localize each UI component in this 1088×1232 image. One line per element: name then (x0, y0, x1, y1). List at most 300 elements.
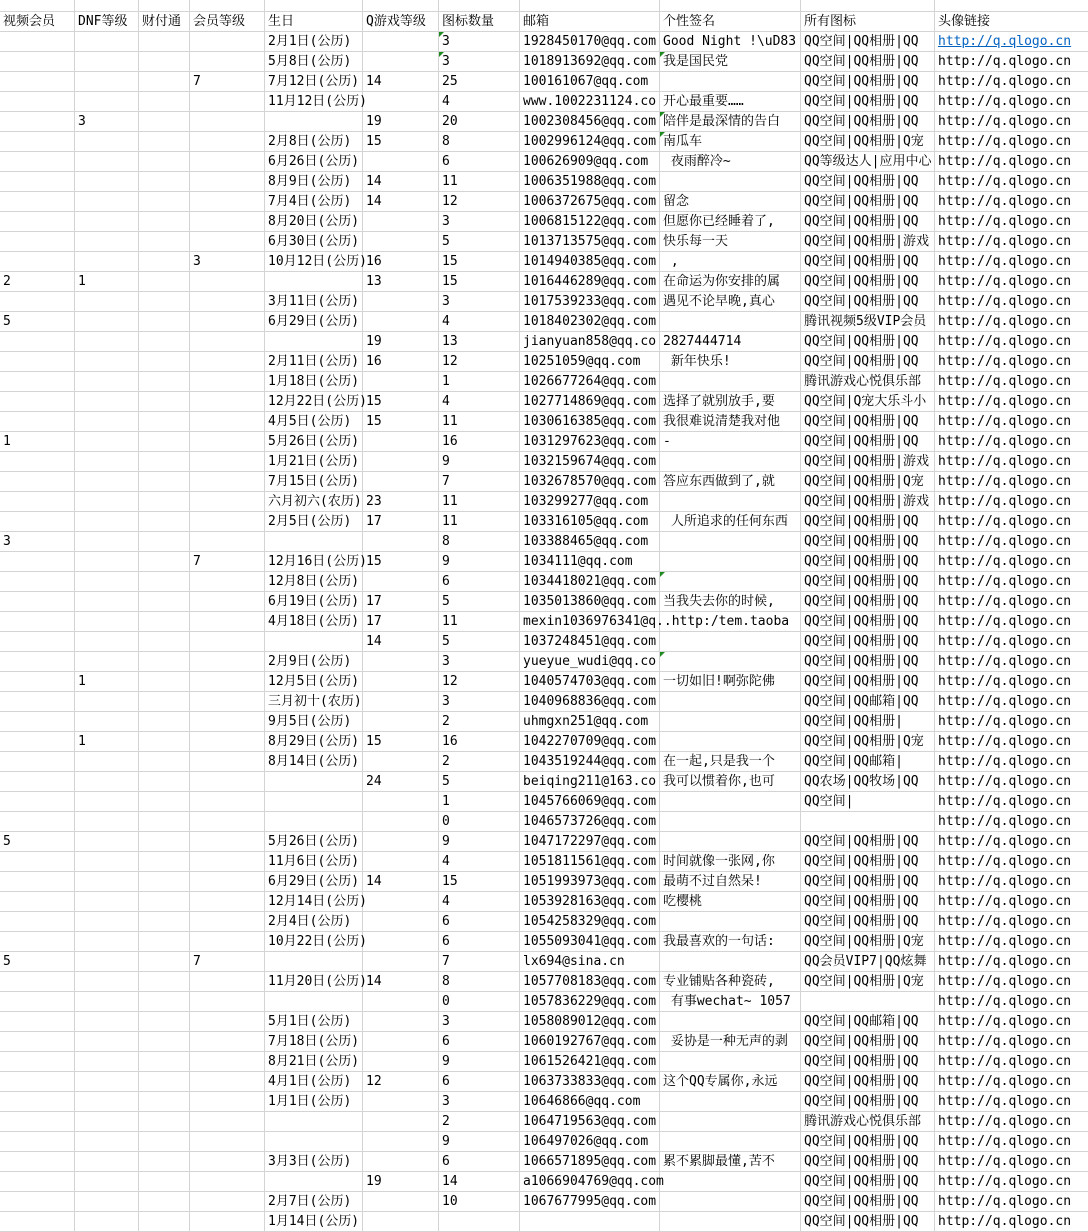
cell-dnf[interactable] (75, 752, 139, 772)
cell-vip[interactable]: 7 (190, 72, 265, 92)
cell-q[interactable]: 16 (363, 352, 439, 372)
cell-sig[interactable]: 留念 (660, 192, 801, 212)
cell-icons[interactable]: 腾讯游戏心悦俱乐部 (801, 1112, 935, 1132)
cell-cft[interactable] (139, 992, 190, 1012)
cell-vip[interactable] (190, 1032, 265, 1052)
cell-email[interactable]: 1066571895@qq.com (520, 1152, 660, 1172)
cell-n[interactable]: 11 (439, 492, 520, 512)
cell-email[interactable]: 1040968836@qq.com (520, 692, 660, 712)
cell-bday[interactable]: 10月22日(公历) (265, 932, 363, 952)
cell-vm[interactable] (0, 1172, 75, 1192)
cell-cft[interactable] (139, 452, 190, 472)
cell-avatar-link[interactable]: http://q.qlogo.cn (935, 892, 1088, 912)
cell-cft[interactable] (139, 1152, 190, 1172)
cell-q[interactable] (363, 652, 439, 672)
cell-vip[interactable] (190, 352, 265, 372)
cell-vm[interactable] (0, 1072, 75, 1092)
cell-n[interactable]: 6 (439, 152, 520, 172)
cell-vip[interactable] (190, 1012, 265, 1032)
cell-bday[interactable]: 4月1日(公历) (265, 1072, 363, 1092)
cell-bday[interactable]: 7月18日(公历) (265, 1032, 363, 1052)
cell-icons[interactable]: QQ空间|QQ相册|QQ (801, 52, 935, 72)
cell-vip[interactable] (190, 732, 265, 752)
cell-n[interactable]: 8 (439, 532, 520, 552)
cell-email[interactable]: 1018402302@qq.com (520, 312, 660, 332)
cell-vip[interactable] (190, 1092, 265, 1112)
cell-dnf[interactable] (75, 132, 139, 152)
cell-avatar-link[interactable]: http://q.qlogo.cn (935, 92, 1088, 112)
cell-dnf[interactable] (75, 512, 139, 532)
cell-q[interactable]: 14 (363, 172, 439, 192)
cell-sig[interactable] (660, 792, 801, 812)
cell-avatar-link[interactable]: http://q.qlogo.cn (935, 392, 1088, 412)
cell-sig[interactable]: 人所追求的任何东西 (660, 512, 801, 532)
column-header-q[interactable]: Q游戏等级 (363, 12, 439, 32)
cell-bday[interactable]: 8月20日(公历) (265, 212, 363, 232)
cell-sig[interactable]: 陪伴是最深情的告白 (660, 112, 801, 132)
cell-icons[interactable]: QQ空间|QQ相册|QQ (801, 212, 935, 232)
cell-email[interactable]: 1013713575@qq.com (520, 232, 660, 252)
cell-vip[interactable] (190, 92, 265, 112)
cell-email[interactable]: 1014940385@qq.com (520, 252, 660, 272)
cell-q[interactable] (363, 952, 439, 972)
cell-bday[interactable]: 12月14日(公历) (265, 892, 363, 912)
cell-bday[interactable]: 7月12日(公历) (265, 72, 363, 92)
cell-vip[interactable] (190, 372, 265, 392)
cell-vm[interactable] (0, 452, 75, 472)
cell-vip[interactable] (190, 892, 265, 912)
cell-q[interactable] (363, 672, 439, 692)
cell-cft[interactable] (139, 532, 190, 552)
cell-n[interactable]: 8 (439, 132, 520, 152)
cell-email[interactable]: 10251059@qq.com (520, 352, 660, 372)
cell-q[interactable] (363, 932, 439, 952)
column-header-vip[interactable]: 会员等级 (190, 12, 265, 32)
cell-email[interactable]: 1018913692@qq.com (520, 52, 660, 72)
cell-vip[interactable] (190, 412, 265, 432)
cell-avatar-link[interactable]: http://q.qlogo.cn (935, 612, 1088, 632)
cell-q[interactable] (363, 1092, 439, 1112)
cell-n[interactable]: 7 (439, 472, 520, 492)
cell-cft[interactable] (139, 72, 190, 92)
cell-avatar-link[interactable]: http://q.qlogo.cn (935, 432, 1088, 452)
cell-n[interactable]: 6 (439, 932, 520, 952)
cell-vm[interactable] (0, 292, 75, 312)
cell-vm[interactable] (0, 152, 75, 172)
column-header-sig[interactable]: 个性签名 (660, 12, 801, 32)
cell-n[interactable]: 4 (439, 392, 520, 412)
cell-dnf[interactable] (75, 32, 139, 52)
cell-email[interactable]: 1067677995@qq.com (520, 1192, 660, 1212)
cell-n[interactable]: 1 (439, 792, 520, 812)
cell-dnf[interactable] (75, 412, 139, 432)
cell-q[interactable] (363, 92, 439, 112)
cell-avatar-link[interactable]: http://q.qlogo.cn (935, 1192, 1088, 1212)
cell-q[interactable] (363, 832, 439, 852)
cell-n[interactable]: 2 (439, 712, 520, 732)
cell-avatar-link[interactable]: http://q.qlogo.cn (935, 52, 1088, 72)
cell-bday[interactable] (265, 272, 363, 292)
cell-sig[interactable]: 遇见不论早晚,真心 (660, 292, 801, 312)
cell-n[interactable]: 4 (439, 852, 520, 872)
cell-bday[interactable]: 1月1日(公历) (265, 1092, 363, 1112)
cell-dnf[interactable] (75, 652, 139, 672)
cell-q[interactable] (363, 1132, 439, 1152)
cell-icons[interactable]: QQ空间|QQ相册|游戏 (801, 492, 935, 512)
cell-cft[interactable] (139, 272, 190, 292)
cell-email[interactable] (520, 1172, 664, 1192)
cell-avatar-link[interactable]: http://q.qlogo.cn (935, 1072, 1088, 1092)
cell-cft[interactable] (139, 652, 190, 672)
cell-n[interactable]: 15 (439, 252, 520, 272)
cell-vm[interactable]: 5 (0, 312, 75, 332)
cell-email[interactable]: 1064719563@qq.com (520, 1112, 660, 1132)
cell-icons[interactable]: QQ空间| (801, 792, 935, 812)
cell-dnf[interactable] (75, 612, 139, 632)
cell-n[interactable] (439, 1212, 520, 1232)
cell-dnf[interactable] (75, 892, 139, 912)
cell-n[interactable]: 6 (439, 1032, 520, 1052)
cell-bday[interactable] (265, 112, 363, 132)
cell-email[interactable]: 1057836229@qq.com (520, 992, 660, 1012)
cell-bday[interactable] (265, 1132, 363, 1152)
column-header-cft[interactable]: 财付通 (139, 12, 190, 32)
cell-cft[interactable] (139, 712, 190, 732)
cell-avatar-link[interactable]: http://q.qlogo.cn (935, 472, 1088, 492)
cell-email[interactable]: lx694@sina.cn (520, 952, 660, 972)
cell-bday[interactable]: 6月19日(公历) (265, 592, 363, 612)
cell-n[interactable]: 3 (439, 692, 520, 712)
cell-vip[interactable]: 7 (190, 952, 265, 972)
cell-sig[interactable] (660, 492, 801, 512)
cell-dnf[interactable] (75, 912, 139, 932)
cell-icons[interactable]: QQ空间|QQ相册|QQ (801, 192, 935, 212)
cell-bday[interactable]: 8月14日(公历) (265, 752, 363, 772)
cell-vip[interactable] (190, 872, 265, 892)
cell-vip[interactable] (190, 432, 265, 452)
cell-q[interactable]: 17 (363, 512, 439, 532)
cell-vm[interactable] (0, 332, 75, 352)
cell-cft[interactable] (139, 792, 190, 812)
cell-avatar-link[interactable]: http://q.qlogo.cn (935, 492, 1088, 512)
cell-avatar-link[interactable]: http://q.qlogo.cn (935, 1092, 1088, 1112)
cell-cft[interactable] (139, 112, 190, 132)
cell-cft[interactable] (139, 212, 190, 232)
cell-cft[interactable] (139, 832, 190, 852)
cell-avatar-link[interactable]: http://q.qlogo.cn (935, 1212, 1088, 1232)
cell-vm[interactable] (0, 472, 75, 492)
cell-icons[interactable]: QQ空间|QQ相册|QQ (801, 1052, 935, 1072)
cell-dnf[interactable] (75, 972, 139, 992)
cell-sig[interactable]: 这个QQ专属你,永远 (660, 1072, 801, 1092)
cell-bday[interactable]: 5月1日(公历) (265, 1012, 363, 1032)
cell-bday[interactable]: 5月26日(公历) (265, 432, 363, 452)
cell-email[interactable]: 1055093041@qq.com (520, 932, 660, 952)
cell-vm[interactable] (0, 1092, 75, 1112)
cell-icons[interactable]: QQ空间|QQ相册|QQ (801, 172, 935, 192)
cell-n[interactable]: 15 (439, 872, 520, 892)
cell-email[interactable]: 1006351988@qq.com (520, 172, 660, 192)
cell-bday[interactable]: 9月5日(公历) (265, 712, 363, 732)
cell-icons[interactable]: QQ空间|QQ相册|QQ (801, 272, 935, 292)
cell-cft[interactable] (139, 1132, 190, 1152)
cell-n[interactable]: 6 (439, 572, 520, 592)
cell-vip[interactable] (190, 572, 265, 592)
cell-dnf[interactable] (75, 252, 139, 272)
cell-sig[interactable] (660, 732, 801, 752)
cell-n[interactable]: 13 (439, 332, 520, 352)
cell-sig[interactable]: - (660, 432, 801, 452)
cell-n[interactable]: 3 (439, 212, 520, 232)
cell-bday[interactable]: 6月29日(公历) (265, 872, 363, 892)
cell-email[interactable]: 1045766069@qq.com (520, 792, 660, 812)
cell-avatar-link[interactable]: http://q.qlogo.cn (935, 1172, 1088, 1192)
cell-sig[interactable]: 2827444714 (660, 332, 801, 352)
cell-email[interactable]: uhmgxn251@qq.com (520, 712, 660, 732)
cell-bday[interactable]: 5月26日(公历) (265, 832, 363, 852)
cell-bday[interactable] (265, 772, 363, 792)
cell-bday[interactable]: 六月初六(农历) (265, 492, 363, 512)
cell-q[interactable] (363, 1112, 439, 1132)
cell-icons[interactable]: QQ空间|QQ邮箱|QQ (801, 1012, 935, 1032)
cell-sig[interactable] (660, 812, 801, 832)
cell-q[interactable]: 17 (363, 592, 439, 612)
cell-vip[interactable]: 7 (190, 552, 265, 572)
cell-icons[interactable]: QQ空间|QQ相册|Q宠 (801, 972, 935, 992)
cell-avatar-link[interactable]: http://q.qlogo.cn (935, 232, 1088, 252)
cell-dnf[interactable] (75, 52, 139, 72)
cell-q[interactable] (363, 532, 439, 552)
cell-icons[interactable]: QQ空间|QQ相册|QQ (801, 92, 935, 112)
cell-icons[interactable]: QQ空间|QQ相册|QQ (801, 1032, 935, 1052)
cell-sig[interactable]: 一切如旧!啊弥陀佛 (660, 672, 801, 692)
cell-vip[interactable] (190, 192, 265, 212)
cell-q[interactable] (363, 372, 439, 392)
cell-sig[interactable]: 累不累脚最懂,苦不 (660, 1152, 801, 1172)
cell-q[interactable]: 14 (363, 72, 439, 92)
cell-sig[interactable]: , (660, 252, 801, 272)
cell-icons[interactable]: QQ空间|QQ相册|游戏 (801, 232, 935, 252)
cell-dnf[interactable]: 1 (75, 272, 139, 292)
cell-vip[interactable] (190, 452, 265, 472)
cell-vm[interactable] (0, 672, 75, 692)
cell-sig[interactable]: 选择了就别放手,要 (660, 392, 801, 412)
cell-vm[interactable] (0, 232, 75, 252)
cell-sig[interactable]: 时间就像一张网,你 (660, 852, 801, 872)
cell-email[interactable]: 1035013860@qq.com (520, 592, 660, 612)
cell-bday[interactable]: 3月3日(公历) (265, 1152, 363, 1172)
cell-email[interactable]: 106497026@qq.com (520, 1132, 660, 1152)
cell-vm[interactable]: 5 (0, 832, 75, 852)
cell-avatar-link[interactable]: http://q.qlogo.cn (935, 32, 1088, 52)
cell-bday[interactable]: 1月18日(公历) (265, 372, 363, 392)
cell-cft[interactable] (139, 732, 190, 752)
cell-dnf[interactable] (75, 372, 139, 392)
cell-bday[interactable] (265, 992, 363, 1012)
cell-sig[interactable]: 当我失去你的时候, (660, 592, 801, 612)
cell-vip[interactable] (190, 1052, 265, 1072)
cell-dnf[interactable]: 3 (75, 112, 139, 132)
cell-bday[interactable] (265, 1112, 363, 1132)
cell-q[interactable]: 15 (363, 412, 439, 432)
cell-avatar-link[interactable]: http://q.qlogo.cn (935, 212, 1088, 232)
cell-sig[interactable]: 开心最重要…… (660, 92, 801, 112)
cell-cft[interactable] (139, 252, 190, 272)
cell-q[interactable] (363, 1192, 439, 1212)
cell-cft[interactable] (139, 1172, 190, 1192)
cell-avatar-link[interactable]: http://q.qlogo.cn (935, 652, 1088, 672)
cell-sig[interactable] (660, 172, 801, 192)
cell-q[interactable] (363, 912, 439, 932)
cell-n[interactable]: 8 (439, 972, 520, 992)
cell-bday[interactable]: 4月18日(公历) (265, 612, 363, 632)
cell-icons[interactable]: QQ空间|QQ邮箱| (801, 752, 935, 772)
cell-n[interactable]: 5 (439, 232, 520, 252)
cell-sig[interactable] (660, 1172, 801, 1192)
cell-dnf[interactable] (75, 292, 139, 312)
cell-icons[interactable]: QQ空间|QQ相册|QQ (801, 672, 935, 692)
cell-bday[interactable]: 12月8日(公历) (265, 572, 363, 592)
cell-email[interactable]: 1030616385@qq.com (520, 412, 660, 432)
cell-vip[interactable] (190, 1172, 265, 1192)
cell-bday[interactable]: 12月22日(公历) (265, 392, 363, 412)
cell-email[interactable] (520, 1212, 660, 1232)
cell-vip[interactable] (190, 1132, 265, 1152)
cell-email[interactable]: 1051993973@qq.com (520, 872, 660, 892)
cell-vm[interactable]: 5 (0, 952, 75, 972)
cell-vip[interactable] (190, 632, 265, 652)
cell-q[interactable] (363, 152, 439, 172)
cell-sig[interactable]: 快乐每一天 (660, 232, 801, 252)
cell-q[interactable] (363, 432, 439, 452)
cell-bday[interactable]: 7月4日(公历) (265, 192, 363, 212)
cell-q[interactable] (363, 212, 439, 232)
cell-dnf[interactable] (75, 212, 139, 232)
cell-vm[interactable] (0, 492, 75, 512)
cell-vip[interactable] (190, 1112, 265, 1132)
cell-n[interactable]: 9 (439, 832, 520, 852)
cell-bday[interactable]: 2月8日(公历) (265, 132, 363, 152)
cell-dnf[interactable] (75, 1092, 139, 1112)
cell-n[interactable]: 3 (439, 652, 520, 672)
cell-bday[interactable] (265, 632, 363, 652)
cell-vm[interactable] (0, 412, 75, 432)
cell-avatar-link[interactable]: http://q.qlogo.cn (935, 812, 1088, 832)
cell-email[interactable]: 1051811561@qq.com (520, 852, 660, 872)
cell-n[interactable]: 3 (439, 1092, 520, 1112)
cell-email[interactable]: 100626909@qq.com (520, 152, 660, 172)
cell-sig[interactable]: 但愿你已经睡着了, (660, 212, 801, 232)
cell-bday[interactable]: 8月21日(公历) (265, 1052, 363, 1072)
cell-icons[interactable]: QQ空间|QQ相册|QQ (801, 1172, 935, 1192)
cell-cft[interactable] (139, 192, 190, 212)
cell-vip[interactable] (190, 832, 265, 852)
cell-n[interactable]: 5 (439, 772, 520, 792)
cell-vip[interactable] (190, 392, 265, 412)
cell-icons[interactable]: QQ空间|QQ相册|QQ (801, 532, 935, 552)
cell-dnf[interactable] (75, 192, 139, 212)
cell-sig[interactable] (660, 652, 801, 672)
cell-icons[interactable]: QQ空间|QQ相册| (801, 712, 935, 732)
cell-vm[interactable]: 3 (0, 532, 75, 552)
cell-q[interactable] (363, 1212, 439, 1232)
cell-cft[interactable] (139, 492, 190, 512)
cell-q[interactable]: 15 (363, 392, 439, 412)
cell-n[interactable]: 5 (439, 592, 520, 612)
column-header-vm[interactable]: 视频会员 (0, 12, 75, 32)
cell-q[interactable]: 14 (363, 872, 439, 892)
cell-n[interactable]: 6 (439, 912, 520, 932)
cell-dnf[interactable] (75, 632, 139, 652)
cell-icons[interactable]: QQ空间|QQ相册|QQ (801, 432, 935, 452)
cell-email[interactable]: 1037248451@qq.com (520, 632, 660, 652)
cell-cft[interactable] (139, 612, 190, 632)
cell-dnf[interactable] (75, 472, 139, 492)
cell-vip[interactable] (190, 52, 265, 72)
cell-sig[interactable] (660, 1052, 801, 1072)
cell-avatar-link[interactable]: http://q.qlogo.cn (935, 532, 1088, 552)
cell-n[interactable]: 6 (439, 1072, 520, 1092)
cell-icons[interactable]: QQ空间|QQ相册|QQ (801, 632, 935, 652)
cell-avatar-link[interactable]: http://q.qlogo.cn (935, 972, 1088, 992)
cell-dnf[interactable] (75, 1012, 139, 1032)
cell-icons[interactable]: QQ空间|QQ相册|Q宠 (801, 132, 935, 152)
cell-vip[interactable] (190, 972, 265, 992)
cell-vm[interactable] (0, 1192, 75, 1212)
cell-n[interactable]: 16 (439, 432, 520, 452)
cell-avatar-link[interactable]: http://q.qlogo.cn (935, 72, 1088, 92)
cell-avatar-link[interactable]: http://q.qlogo.cn (935, 152, 1088, 172)
cell-avatar-link[interactable]: http://q.qlogo.cn (935, 672, 1088, 692)
cell-email[interactable] (520, 612, 790, 632)
cell-email[interactable]: 1027714869@qq.com (520, 392, 660, 412)
cell-icons[interactable]: QQ空间|QQ相册|QQ (801, 892, 935, 912)
cell-q[interactable] (363, 812, 439, 832)
cell-vm[interactable] (0, 132, 75, 152)
cell-email[interactable]: 1032678570@qq.com (520, 472, 660, 492)
cell-q[interactable] (363, 312, 439, 332)
cell-cft[interactable] (139, 892, 190, 912)
cell-vip[interactable] (190, 1212, 265, 1232)
cell-dnf[interactable] (75, 1132, 139, 1152)
cell-icons[interactable]: QQ空间|QQ相册|Q宠 (801, 732, 935, 752)
cell-n[interactable]: 9 (439, 1132, 520, 1152)
cell-dnf[interactable] (75, 172, 139, 192)
cell-avatar-link[interactable]: http://q.qlogo.cn (935, 912, 1088, 932)
cell-dnf[interactable] (75, 692, 139, 712)
cell-bday[interactable]: 12月5日(公历) (265, 672, 363, 692)
cell-cft[interactable] (139, 972, 190, 992)
cell-dnf[interactable] (75, 1212, 139, 1232)
cell-q[interactable] (363, 232, 439, 252)
cell-n[interactable]: 15 (439, 272, 520, 292)
cell-cft[interactable] (139, 432, 190, 452)
cell-q[interactable] (363, 1012, 439, 1032)
cell-q[interactable] (363, 752, 439, 772)
cell-avatar-link[interactable]: http://q.qlogo.cn (935, 1112, 1088, 1132)
cell-q[interactable]: 14 (363, 632, 439, 652)
cell-dnf[interactable] (75, 1052, 139, 1072)
cell-dnf[interactable]: 1 (75, 732, 139, 752)
cell-icons[interactable]: QQ空间|QQ相册|Q宠 (801, 932, 935, 952)
cell-vip[interactable] (190, 792, 265, 812)
cell-icons[interactable] (801, 812, 935, 832)
cell-email[interactable]: 1016446289@qq.com (520, 272, 660, 292)
cell-n[interactable]: 16 (439, 732, 520, 752)
cell-bday[interactable]: 4月5日(公历) (265, 412, 363, 432)
cell-sig[interactable] (660, 1212, 801, 1232)
cell-n[interactable]: 10 (439, 1192, 520, 1212)
